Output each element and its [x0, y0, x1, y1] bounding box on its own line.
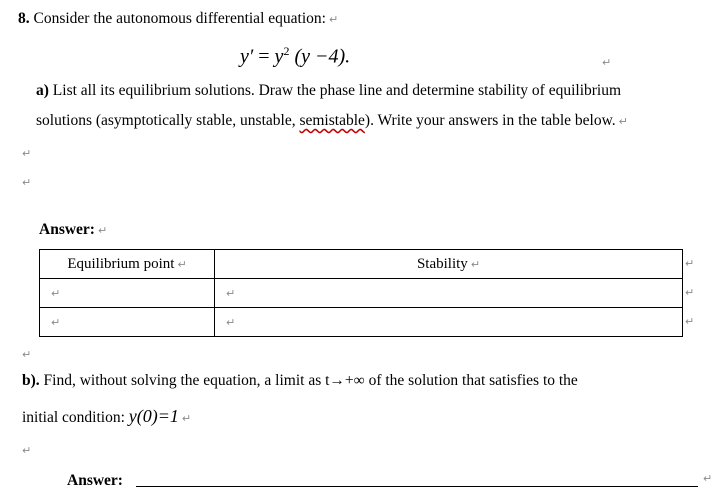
stability-cell[interactable]: [215, 308, 683, 337]
paragraph-mark: ↵: [703, 472, 713, 485]
table-header-cell: [215, 250, 683, 279]
problem-number: 8.: [18, 10, 30, 27]
paragraph-mark: ↵: [22, 176, 32, 189]
header-stability: Stability: [416, 255, 468, 272]
table-header-cell: [40, 250, 215, 279]
equation-lhs: y′: [240, 45, 254, 68]
paragraph-mark: ↵: [97, 224, 108, 237]
cell-end-mark: ↵: [51, 286, 61, 300]
cell-end-mark: ↵: [470, 257, 481, 271]
part-a-label: a): [36, 82, 49, 99]
differential-equation: [240, 44, 350, 69]
equation-equals: =: [258, 45, 270, 68]
part-a-line-2: [36, 112, 628, 130]
table-header-row: [40, 250, 683, 279]
part-b-answer-label: Answer:: [67, 472, 123, 489]
spellcheck-flagged-word: semistable: [299, 112, 365, 129]
part-a-text-3: ). Write your answers in the table below.: [364, 112, 616, 129]
part-b-label: b).: [22, 372, 40, 389]
cell-end-mark: ↵: [51, 315, 61, 329]
equilibrium-point-cell[interactable]: [40, 279, 215, 308]
part-a-answer-heading: [39, 221, 107, 239]
row-end-mark: ↵: [685, 315, 695, 328]
part-b-line-2: [22, 406, 191, 427]
part-a-line-1: [36, 82, 621, 100]
problem-intro: Consider the autonomous differential equation:: [33, 10, 326, 27]
part-a-text-2: solutions (asymptotically stable, unstable,: [36, 112, 296, 129]
part-b-text-2: initial condition:: [22, 409, 125, 426]
part-b-text-1: Find, without solving the equation, a limit as t→+∞ of the solution that satisfies to the: [43, 372, 578, 389]
equation-exponent: 2: [283, 44, 290, 58]
equilibrium-point-cell[interactable]: [40, 308, 215, 337]
cell-end-mark: ↵: [226, 286, 236, 300]
cell-end-mark: ↵: [177, 257, 187, 271]
table-row: [40, 308, 683, 337]
paragraph-mark: ↵: [22, 444, 32, 457]
part-a-text-1: List all its equilibrium solutions. Draw the phase line and determine stability of equilibrium: [52, 82, 622, 99]
stability-cell[interactable]: [215, 279, 683, 308]
cell-end-mark: ↵: [226, 315, 236, 329]
equation-base: y: [274, 45, 284, 68]
paragraph-mark: ↵: [328, 13, 339, 26]
paragraph-mark: ↵: [22, 348, 32, 361]
header-equilibrium-point: Equilibrium point: [67, 255, 175, 272]
problem-heading: [18, 10, 338, 28]
initial-condition: y(0)=1: [128, 406, 179, 426]
answer-blank-line[interactable]: [136, 486, 698, 487]
part-b-answer-heading: [67, 472, 123, 490]
part-a-answer-label: Answer:: [39, 221, 95, 238]
paragraph-mark: ↵: [181, 412, 192, 425]
table-row: [40, 279, 683, 308]
part-b-line-1: [22, 372, 578, 390]
paragraph-mark: ↵: [618, 115, 628, 128]
equilibrium-answer-table: [39, 249, 683, 337]
equation-factor: (y −4).: [294, 45, 351, 68]
paragraph-mark: ↵: [602, 56, 612, 69]
paragraph-mark: ↵: [22, 147, 32, 160]
row-end-mark: ↵: [685, 257, 695, 270]
row-end-mark: ↵: [685, 286, 695, 299]
